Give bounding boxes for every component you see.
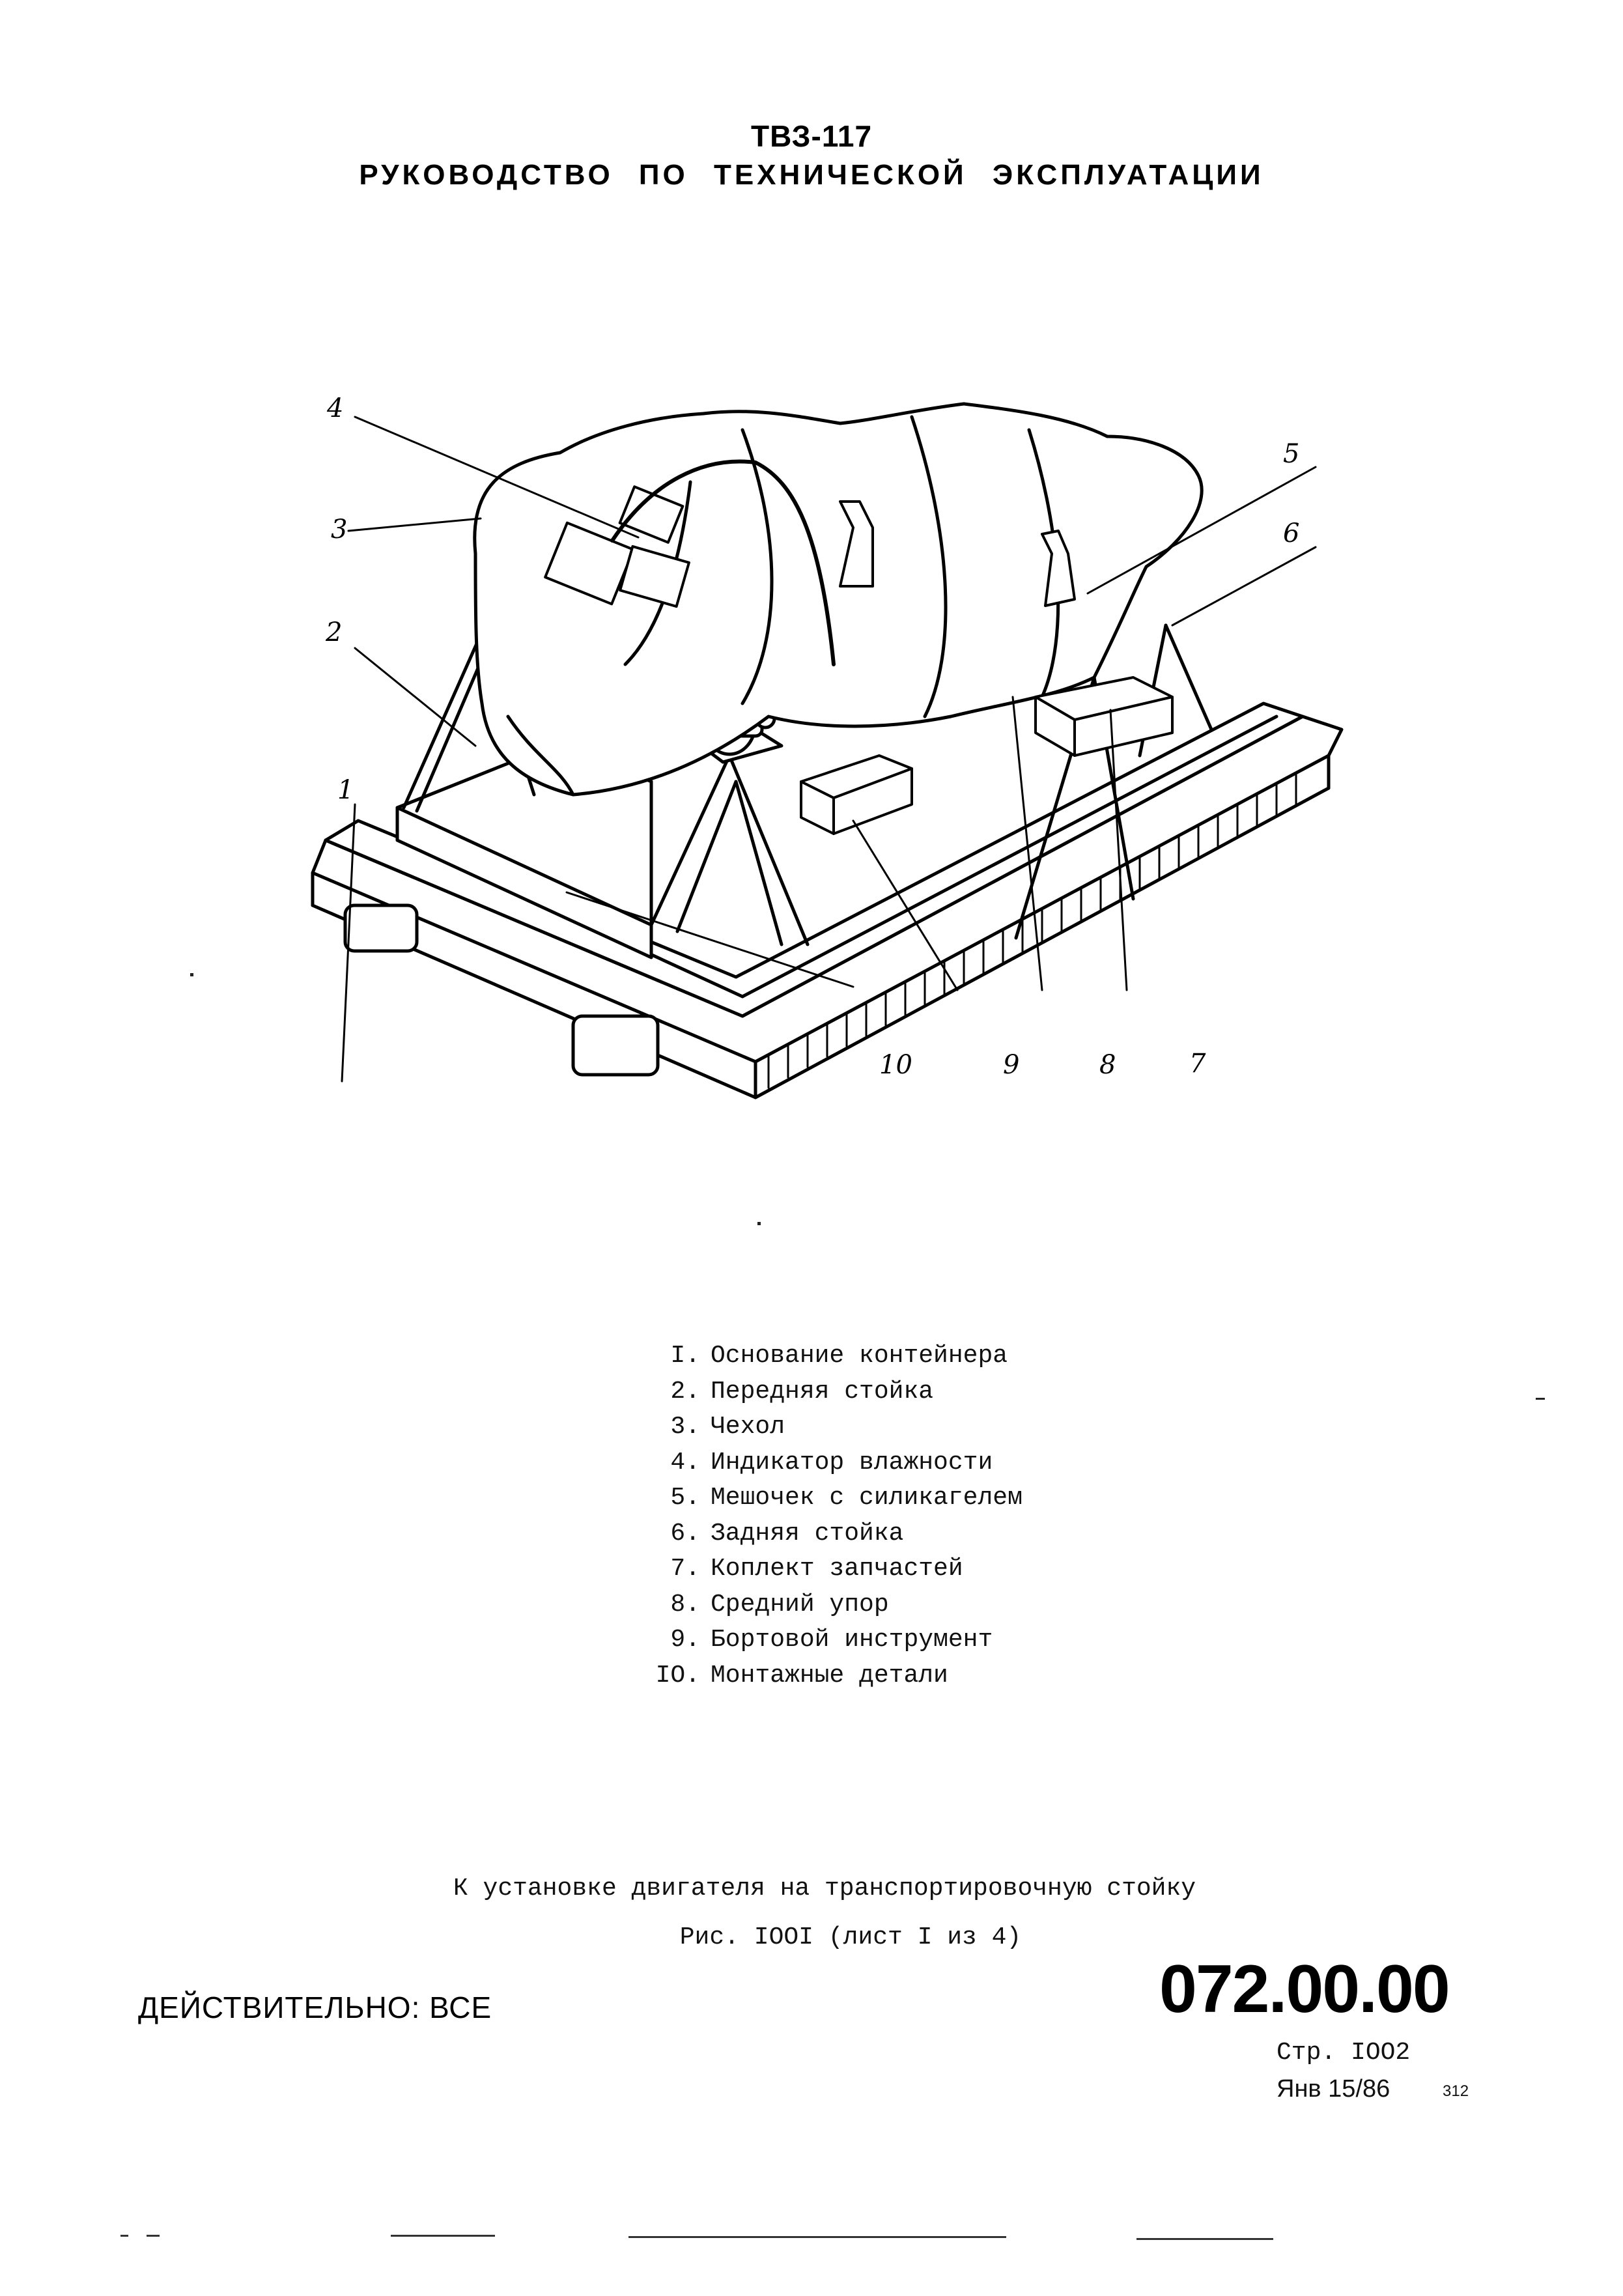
footer-rule-fragment	[120, 2235, 128, 2237]
callout-1: 1	[337, 775, 354, 805]
engine-transport-stand-figure	[287, 391, 1394, 1120]
legend-item	[642, 1445, 1023, 1481]
legend-item	[642, 1587, 1023, 1623]
legend-label: Чехол	[711, 1413, 785, 1441]
legend-item	[642, 1552, 1023, 1587]
legend-label: Передняя стойка	[711, 1377, 934, 1406]
legend-item	[642, 1481, 1023, 1516]
legend-item	[642, 1658, 1023, 1694]
callout-6: 6	[1283, 518, 1300, 548]
legend-number: 7.	[670, 1555, 700, 1583]
onboard-tool-box-drawing	[801, 756, 912, 834]
legend-number: 4.	[670, 1448, 700, 1477]
callout-2: 2	[326, 617, 343, 647]
callout-5: 5	[1283, 439, 1300, 469]
legend-label: Основание контейнера	[711, 1342, 1008, 1370]
legend-label: Индикатор влажности	[711, 1448, 993, 1477]
callout-4: 4	[327, 393, 344, 423]
legend-label: Коплект запчастей	[711, 1555, 963, 1583]
legend-item	[642, 1374, 1023, 1410]
callout-10: 10	[879, 1050, 912, 1080]
legend-label: Мешочек с силикагелем	[711, 1484, 1023, 1512]
legend-item	[642, 1339, 1023, 1374]
legend-label: Задняя стойка	[711, 1519, 904, 1548]
footer-rule-fragment	[628, 2236, 1006, 2238]
legend-label: Бортовой инструмент	[711, 1626, 993, 1654]
legend-number: 3.	[670, 1413, 700, 1441]
footer-rule-fragment	[391, 2235, 495, 2237]
effectivity-note: ДЕЙСТВИТЕЛЬНО: ВСЕ	[138, 1991, 492, 2024]
legend-number: 6.	[670, 1519, 700, 1548]
scan-speck	[757, 1222, 761, 1225]
document-title: РУКОВОДСТВО ПО ТЕХНИЧЕСКОЙ ЭКСПЛУАТАЦИИ	[359, 159, 1264, 191]
scan-speck	[190, 973, 193, 976]
legend-item	[642, 1623, 1023, 1658]
scan-speck	[1536, 1398, 1545, 1400]
document-code: ТВЗ-117	[750, 119, 873, 153]
figure-caption-title: К установке двигателя на транспортировочную стойку	[453, 1875, 1196, 1903]
legend-number: I.	[670, 1342, 700, 1370]
callout-3: 3	[331, 515, 348, 545]
legend-item	[642, 1516, 1023, 1552]
legend-item	[642, 1410, 1023, 1445]
callout-7: 7	[1189, 1049, 1206, 1079]
legend-number: 9.	[670, 1626, 700, 1654]
revision-date: Янв 15/86	[1277, 2075, 1390, 2103]
legend-number: 5.	[670, 1484, 700, 1512]
legend-number: 8.	[670, 1590, 700, 1619]
callout-9: 9	[1003, 1050, 1020, 1080]
legend-label: Средний упор	[711, 1590, 889, 1619]
footer-rule-fragment	[1136, 2238, 1273, 2240]
sheet-reference: 312	[1443, 2082, 1469, 2100]
legend-number: IO.	[655, 1661, 700, 1690]
legend-number: 2.	[670, 1377, 700, 1406]
chapter-number: 072.00.00	[1159, 1951, 1449, 2027]
figure-legend	[642, 1339, 1023, 1694]
page-number: Стр. IOO2	[1277, 2039, 1411, 2067]
callout-8: 8	[1099, 1050, 1116, 1080]
figure-caption-number: Рис. IOOI (лист I из 4)	[679, 1923, 1022, 1951]
legend-label: Монтажные детали	[711, 1661, 948, 1690]
footer-rule-fragment	[147, 2235, 160, 2237]
